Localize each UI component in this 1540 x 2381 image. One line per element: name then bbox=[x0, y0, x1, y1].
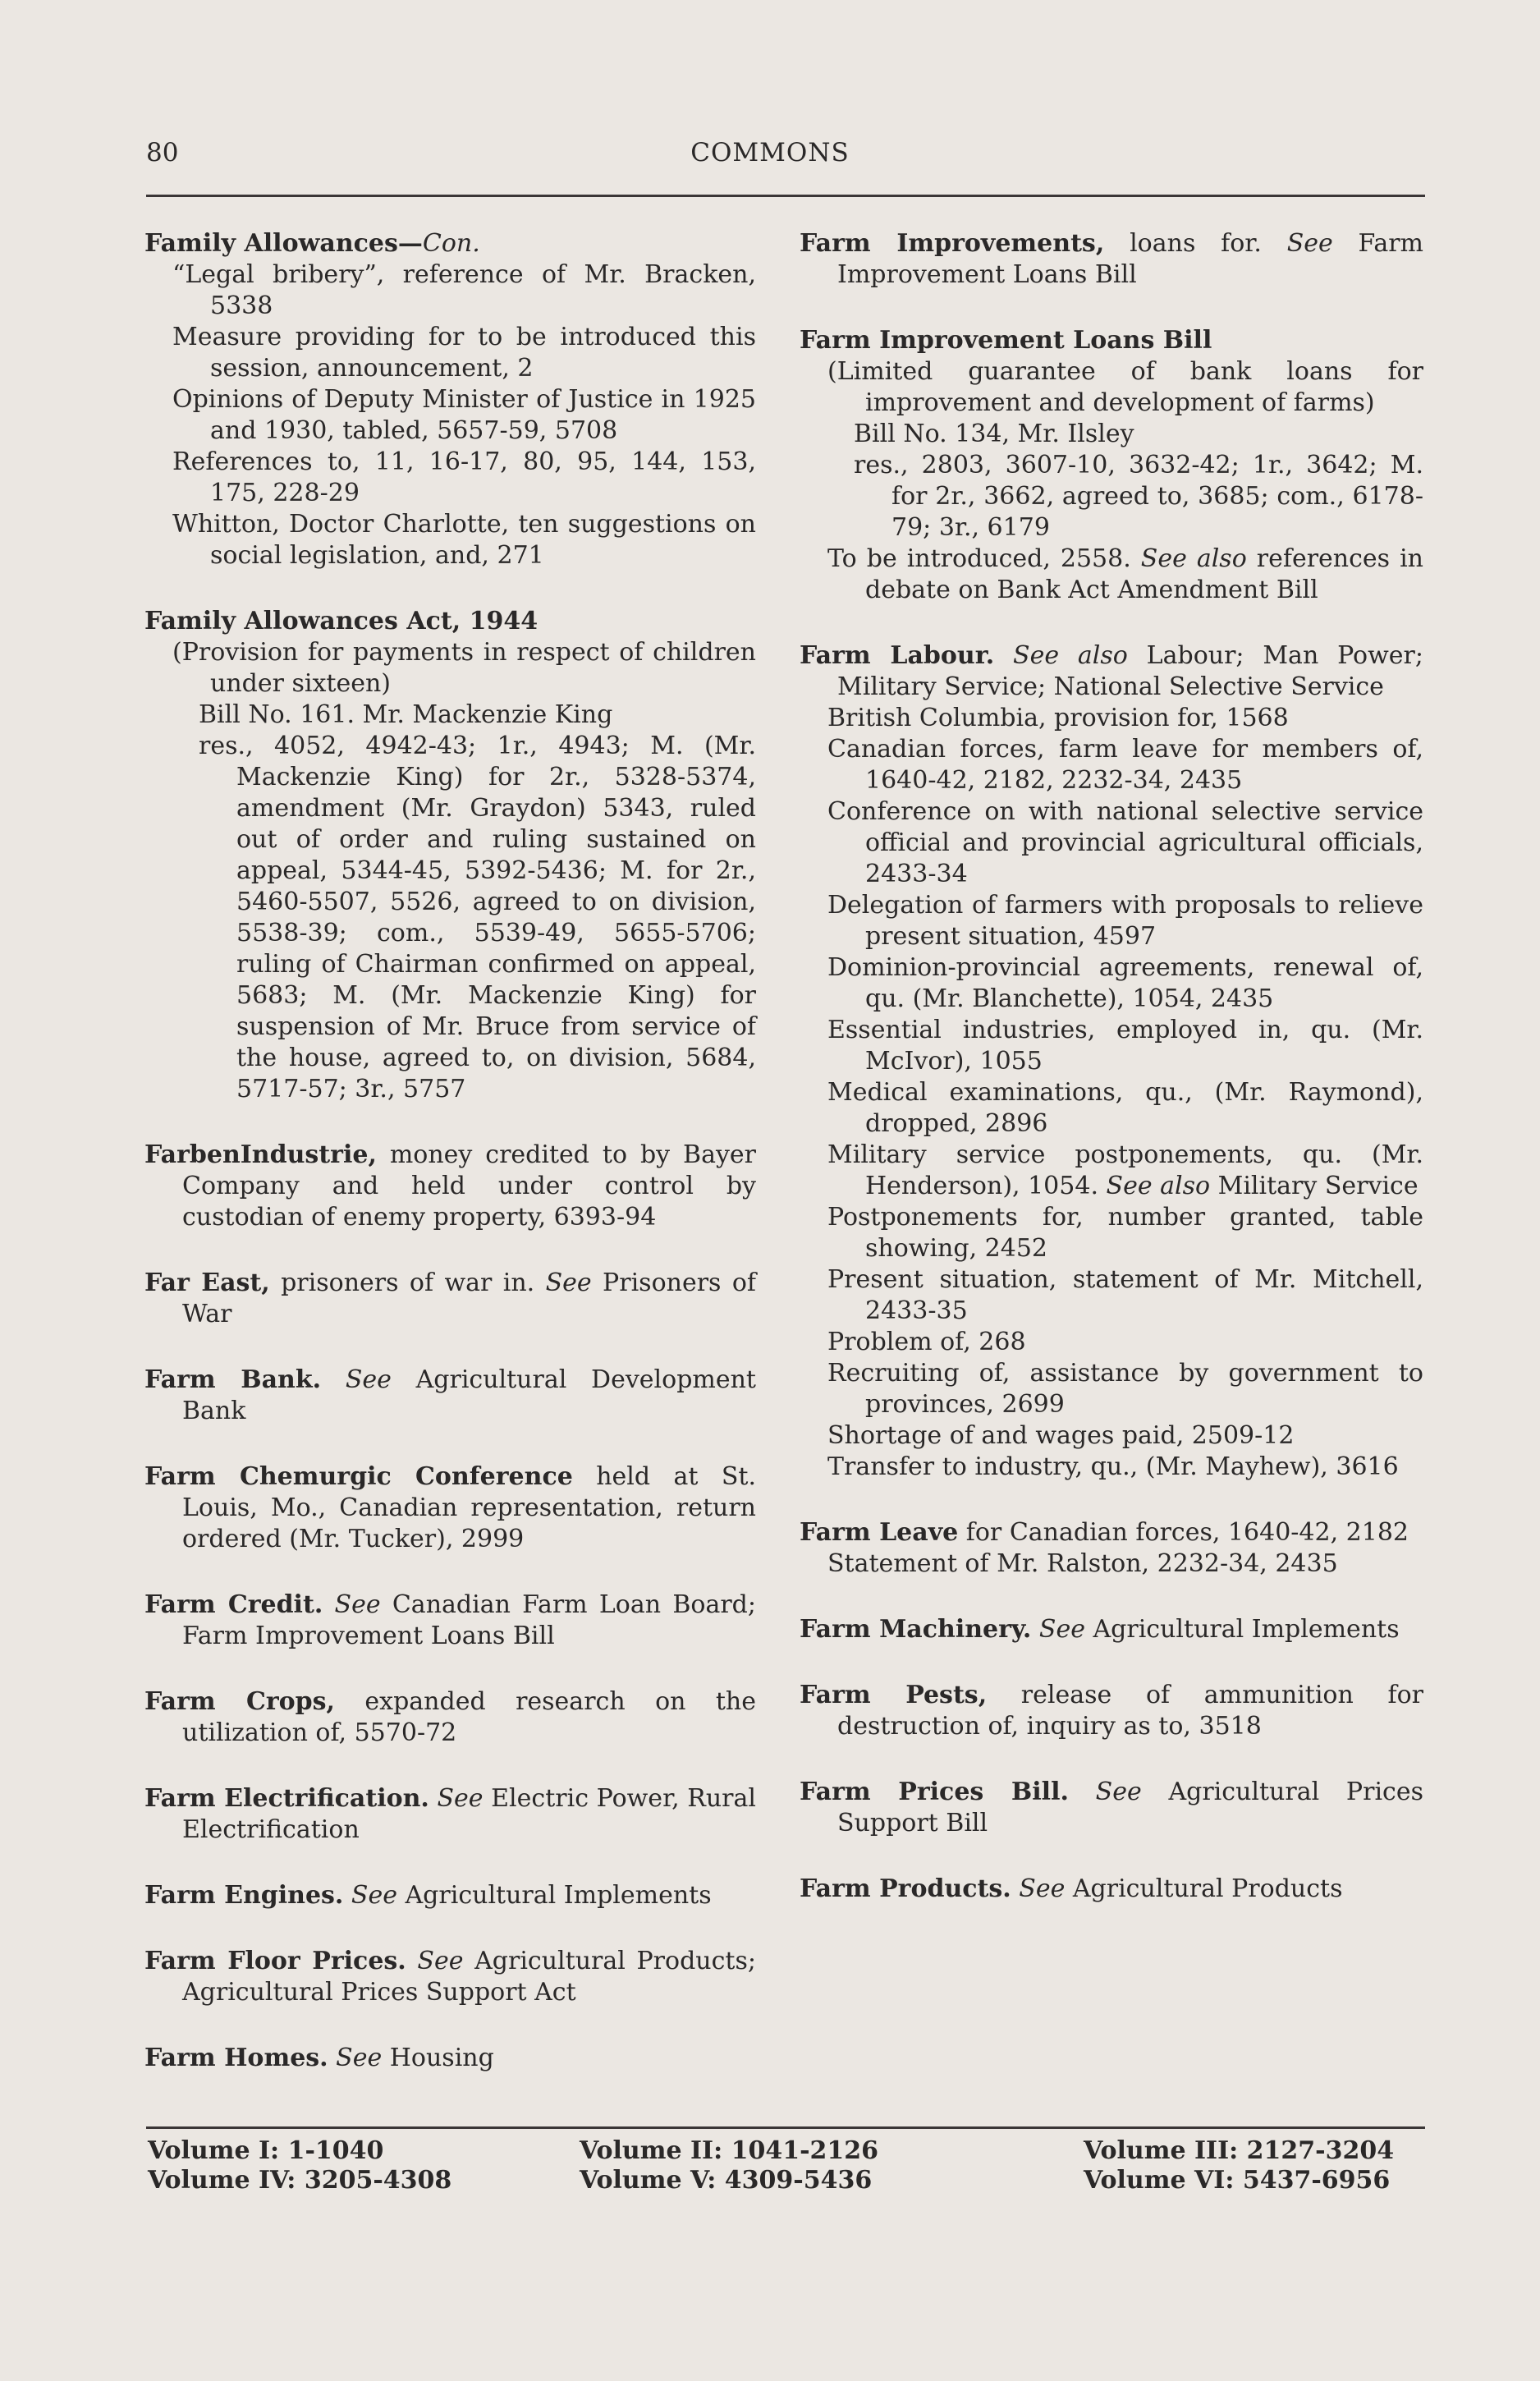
subentry: Statement of Mr. Ralston, 2232-34, 2435 bbox=[827, 1549, 1338, 1578]
volume-range: Volume II: 1041-2126 bbox=[580, 2136, 879, 2165]
index-entry-farm-machinery: Farm Machinery. See Agricultural Implements bbox=[800, 1615, 1400, 1644]
index-entry-farbenindustrie: FarbenIndustrie, money credited to by Bayer Company and held under control by custodian of enemy property, 6393-94 bbox=[144, 1140, 756, 1232]
bill-sponsor: Bill No. 134, Mr. Ilsley bbox=[854, 420, 1134, 448]
top-rule bbox=[146, 195, 1425, 197]
subentry: Recruiting of, assistance by government to provinces, 2699 bbox=[827, 1359, 1423, 1419]
entry-heading: Farm Improvements, bbox=[800, 229, 1105, 258]
subentry: Canadian forces, farm leave for members of, 1640-42, 2182, 2232-34, 2435 bbox=[827, 735, 1423, 795]
subentry: Essential industries, employed in, qu. (Mr. McIvor), 1055 bbox=[827, 1016, 1423, 1076]
subentry: References to, 11, 16-17, 80, 95, 144, 153, 175, 228-29 bbox=[172, 447, 756, 507]
bill-sponsor: Bill No. 161. Mr. Mackenzie King bbox=[199, 700, 613, 729]
entry-heading: Farm Credit. bbox=[144, 1590, 323, 1619]
volume-range: Volume VI: 5437-6956 bbox=[1084, 2166, 1391, 2195]
subentry: Conference on with national selective service official and provincial agricultural officials, 2433-34 bbox=[827, 797, 1423, 888]
entry-heading: Farm Electrification. bbox=[144, 1784, 429, 1813]
volume-key-col-1 bbox=[148, 2136, 451, 2195]
subentry: Problem of, 268 bbox=[827, 1328, 1026, 1356]
entry-heading: Farm Improvement Loans Bill bbox=[800, 326, 1212, 355]
volume-range: Volume V: 4309-5436 bbox=[580, 2166, 873, 2195]
subentry: Medical examinations, qu., (Mr. Raymond), dropped, 2896 bbox=[827, 1078, 1423, 1138]
index-entry-far-east: Far East, prisoners of war in. See Prisoners of War bbox=[144, 1268, 756, 1328]
index-entry-farm-engines: Farm Engines. See Agricultural Implements bbox=[144, 1881, 712, 1910]
index-entry-farm-improvements: Farm Improvements, loans for. See Farm Improvement Loans Bill bbox=[800, 229, 1423, 289]
entry-heading: FarbenIndustrie, bbox=[144, 1140, 377, 1169]
volume-key-col-3 bbox=[1084, 2136, 1394, 2195]
subentry: Present situation, statement of Mr. Mitchell, 2433-35 bbox=[827, 1265, 1423, 1325]
index-entry-farm-prices-bill: Farm Prices Bill. See Agricultural Prices Support Bill bbox=[800, 1778, 1423, 1837]
subentry: Transfer to industry, qu., (Mr. Mayhew), 3616 bbox=[827, 1452, 1399, 1481]
subentry: Postponements for, number granted, table showing, 2452 bbox=[827, 1203, 1423, 1263]
entry-heading: Farm Floor Prices. bbox=[144, 1947, 406, 1975]
volume-range: Volume III: 2127-3204 bbox=[1084, 2136, 1395, 2165]
index-entry-farm-credit: Farm Credit. See Canadian Farm Loan Board; Farm Improvement Loans Bill bbox=[144, 1590, 756, 1650]
bill-proceedings: res., 4052, 4942-43; 1r., 4943; M. (Mr. Mackenzie King) for 2r., 5328-5374, amendment (Mr. Graydon) 5343, ruled out of order and ruling sustained on appeal, 5344-45, 5392-5436; M. for 2r., 5460-5507, 5526, agreed to on division, 5538-39; com., 5539-49, 5655-5706; ruling of Chairman confirmed on appeal, 5683; M. (Mr. Mackenzie King) for suspension of Mr. Bruce from service of the house, agreed to, on division, 5684, 5717-57; 3r., 5757 bbox=[199, 732, 756, 1103]
bill-proceedings: res., 2803, 3607-10, 3632-42; 1r., 3642; M. for 2r., 3662, agreed to, 3685; com., 6178-79; 3r., 6179 bbox=[854, 451, 1423, 542]
subentry: Dominion-provincial agreements, renewal of, qu. (Mr. Blanchette), 1054, 2435 bbox=[827, 953, 1423, 1013]
entry-heading: Farm Crops, bbox=[144, 1687, 335, 1716]
subentry: To be introduced, 2558. See also references in debate on Bank Act Amendment Bill bbox=[827, 544, 1423, 604]
index-entry-farm-floor-prices: Farm Floor Prices. See Agricultural Products; Agricultural Prices Support Act bbox=[144, 1947, 756, 2007]
volume-range: Volume I: 1-1040 bbox=[148, 2136, 384, 2165]
entry-heading: Farm Machinery. bbox=[800, 1615, 1032, 1644]
index-entry-farm-labour: Farm Labour. See also Labour; Man Power; Military Service; National Selective Service British Columbia, provision for, 1568 Canadian forces, farm leave for members of, 1640-42, 2182, 2232-34, 2435 Conference on with national selective service official and provincial agricultural officials, 2433-34 Delegation of farmers with proposals to relieve present situation, 4597 Dominion-provincial agreements, renewal of, qu. (Mr. Blanchette), 1054, 2435 Essential industries, employed in, qu. (Mr. McIvor), 1055 Medical examinations, qu., (Mr. Raymond), dropped, 2896 Military service postponements, qu. (Mr. Henderson), 1054. See also Military Service Postponements for, number granted, table showing, 2452 Present situation, statement of Mr. Mitchell, 2433-35 Problem of, 268 Recruiting of, assistance by government to provinces, 2699 Shortage of and wages paid, 2509-12 Transfer to industry, qu., (Mr. Mayhew), 3616 bbox=[800, 641, 1423, 1481]
subentry: British Columbia, provision for, 1568 bbox=[827, 704, 1289, 732]
entry-heading: Farm Engines. bbox=[144, 1881, 344, 1910]
entry-heading: Farm Pests, bbox=[800, 1681, 988, 1709]
index-entry-farm-electrification: Farm Electrification. See Electric Power, Rural Electrification bbox=[144, 1784, 756, 1844]
entry-heading: Farm Leave bbox=[800, 1518, 959, 1547]
subentry: (Limited guarantee of bank loans for improvement and development of farms) bbox=[827, 357, 1423, 417]
entry-heading: Family Allowances— bbox=[144, 229, 423, 258]
subentry: (Provision for payments in respect of children under sixteen) bbox=[172, 638, 756, 698]
entry-heading: Farm Labour. bbox=[800, 641, 995, 670]
subentry: Whitton, Doctor Charlotte, ten suggestions on social legislation, and, 271 bbox=[172, 510, 756, 570]
volume-range: Volume IV: 3205-4308 bbox=[148, 2166, 452, 2195]
index-entry-farm-pests: Farm Pests, release of ammunition for destruction of, inquiry as to, 3518 bbox=[800, 1681, 1423, 1741]
subentry: Measure providing for to be introduced this session, announcement, 2 bbox=[172, 323, 756, 383]
index-entry-farm-products: Farm Products. See Agricultural Products bbox=[800, 1874, 1343, 1903]
index-entry-farm-homes: Farm Homes. See Housing bbox=[144, 2044, 494, 2072]
subentry: Delegation of farmers with proposals to relieve present situation, 4597 bbox=[827, 891, 1423, 951]
entry-heading: Far East, bbox=[144, 1268, 270, 1297]
entry-heading: Farm Homes. bbox=[144, 2044, 328, 2072]
subentry: Shortage of and wages paid, 2509-12 bbox=[827, 1421, 1295, 1450]
right-column bbox=[800, 228, 1423, 1939]
index-entry-family-allowances bbox=[144, 228, 756, 571]
left-column bbox=[144, 228, 756, 2108]
index-entry-farm-improvement-loans-bill bbox=[800, 325, 1423, 606]
entry-heading: Farm Chemurgic Conference bbox=[144, 1462, 573, 1491]
subentry: “Legal bribery”, reference of Mr. Bracken, 5338 bbox=[172, 260, 756, 320]
entry-heading: Family Allowances Act, 1944 bbox=[144, 607, 539, 635]
index-entry-farm-chemurgic: Farm Chemurgic Conference held at St. Louis, Mo., Canadian representation, return ordered (Mr. Tucker), 2999 bbox=[144, 1462, 756, 1553]
running-head: COMMONS bbox=[690, 138, 850, 167]
subentry: Opinions of Deputy Minister of Justice in 1925 and 1930, tabled, 5657-59, 5708 bbox=[172, 385, 756, 445]
page-number: 80 bbox=[146, 138, 179, 167]
entry-heading: Farm Prices Bill. bbox=[800, 1778, 1069, 1806]
subentry: Military service postponements, qu. (Mr. Henderson), 1054. See also Military Service bbox=[827, 1140, 1423, 1200]
bottom-rule bbox=[146, 2126, 1425, 2129]
index-entry-farm-leave: Farm Leave for Canadian forces, 1640-42, 2182 Statement of Mr. Ralston, 2232-34, 2435 bbox=[800, 1517, 1423, 1580]
continued-label: Con. bbox=[422, 229, 480, 258]
entry-heading: Farm Products. bbox=[800, 1874, 1011, 1903]
index-entry-family-allowances-act bbox=[144, 606, 756, 1105]
entry-heading: Farm Bank. bbox=[144, 1365, 322, 1394]
volume-key-col-2 bbox=[580, 2136, 878, 2195]
index-entry-farm-crops: Farm Crops, expanded research on the utilization of, 5570-72 bbox=[144, 1687, 757, 1747]
index-entry-farm-bank: Farm Bank. See Agricultural Development Bank bbox=[144, 1365, 756, 1425]
